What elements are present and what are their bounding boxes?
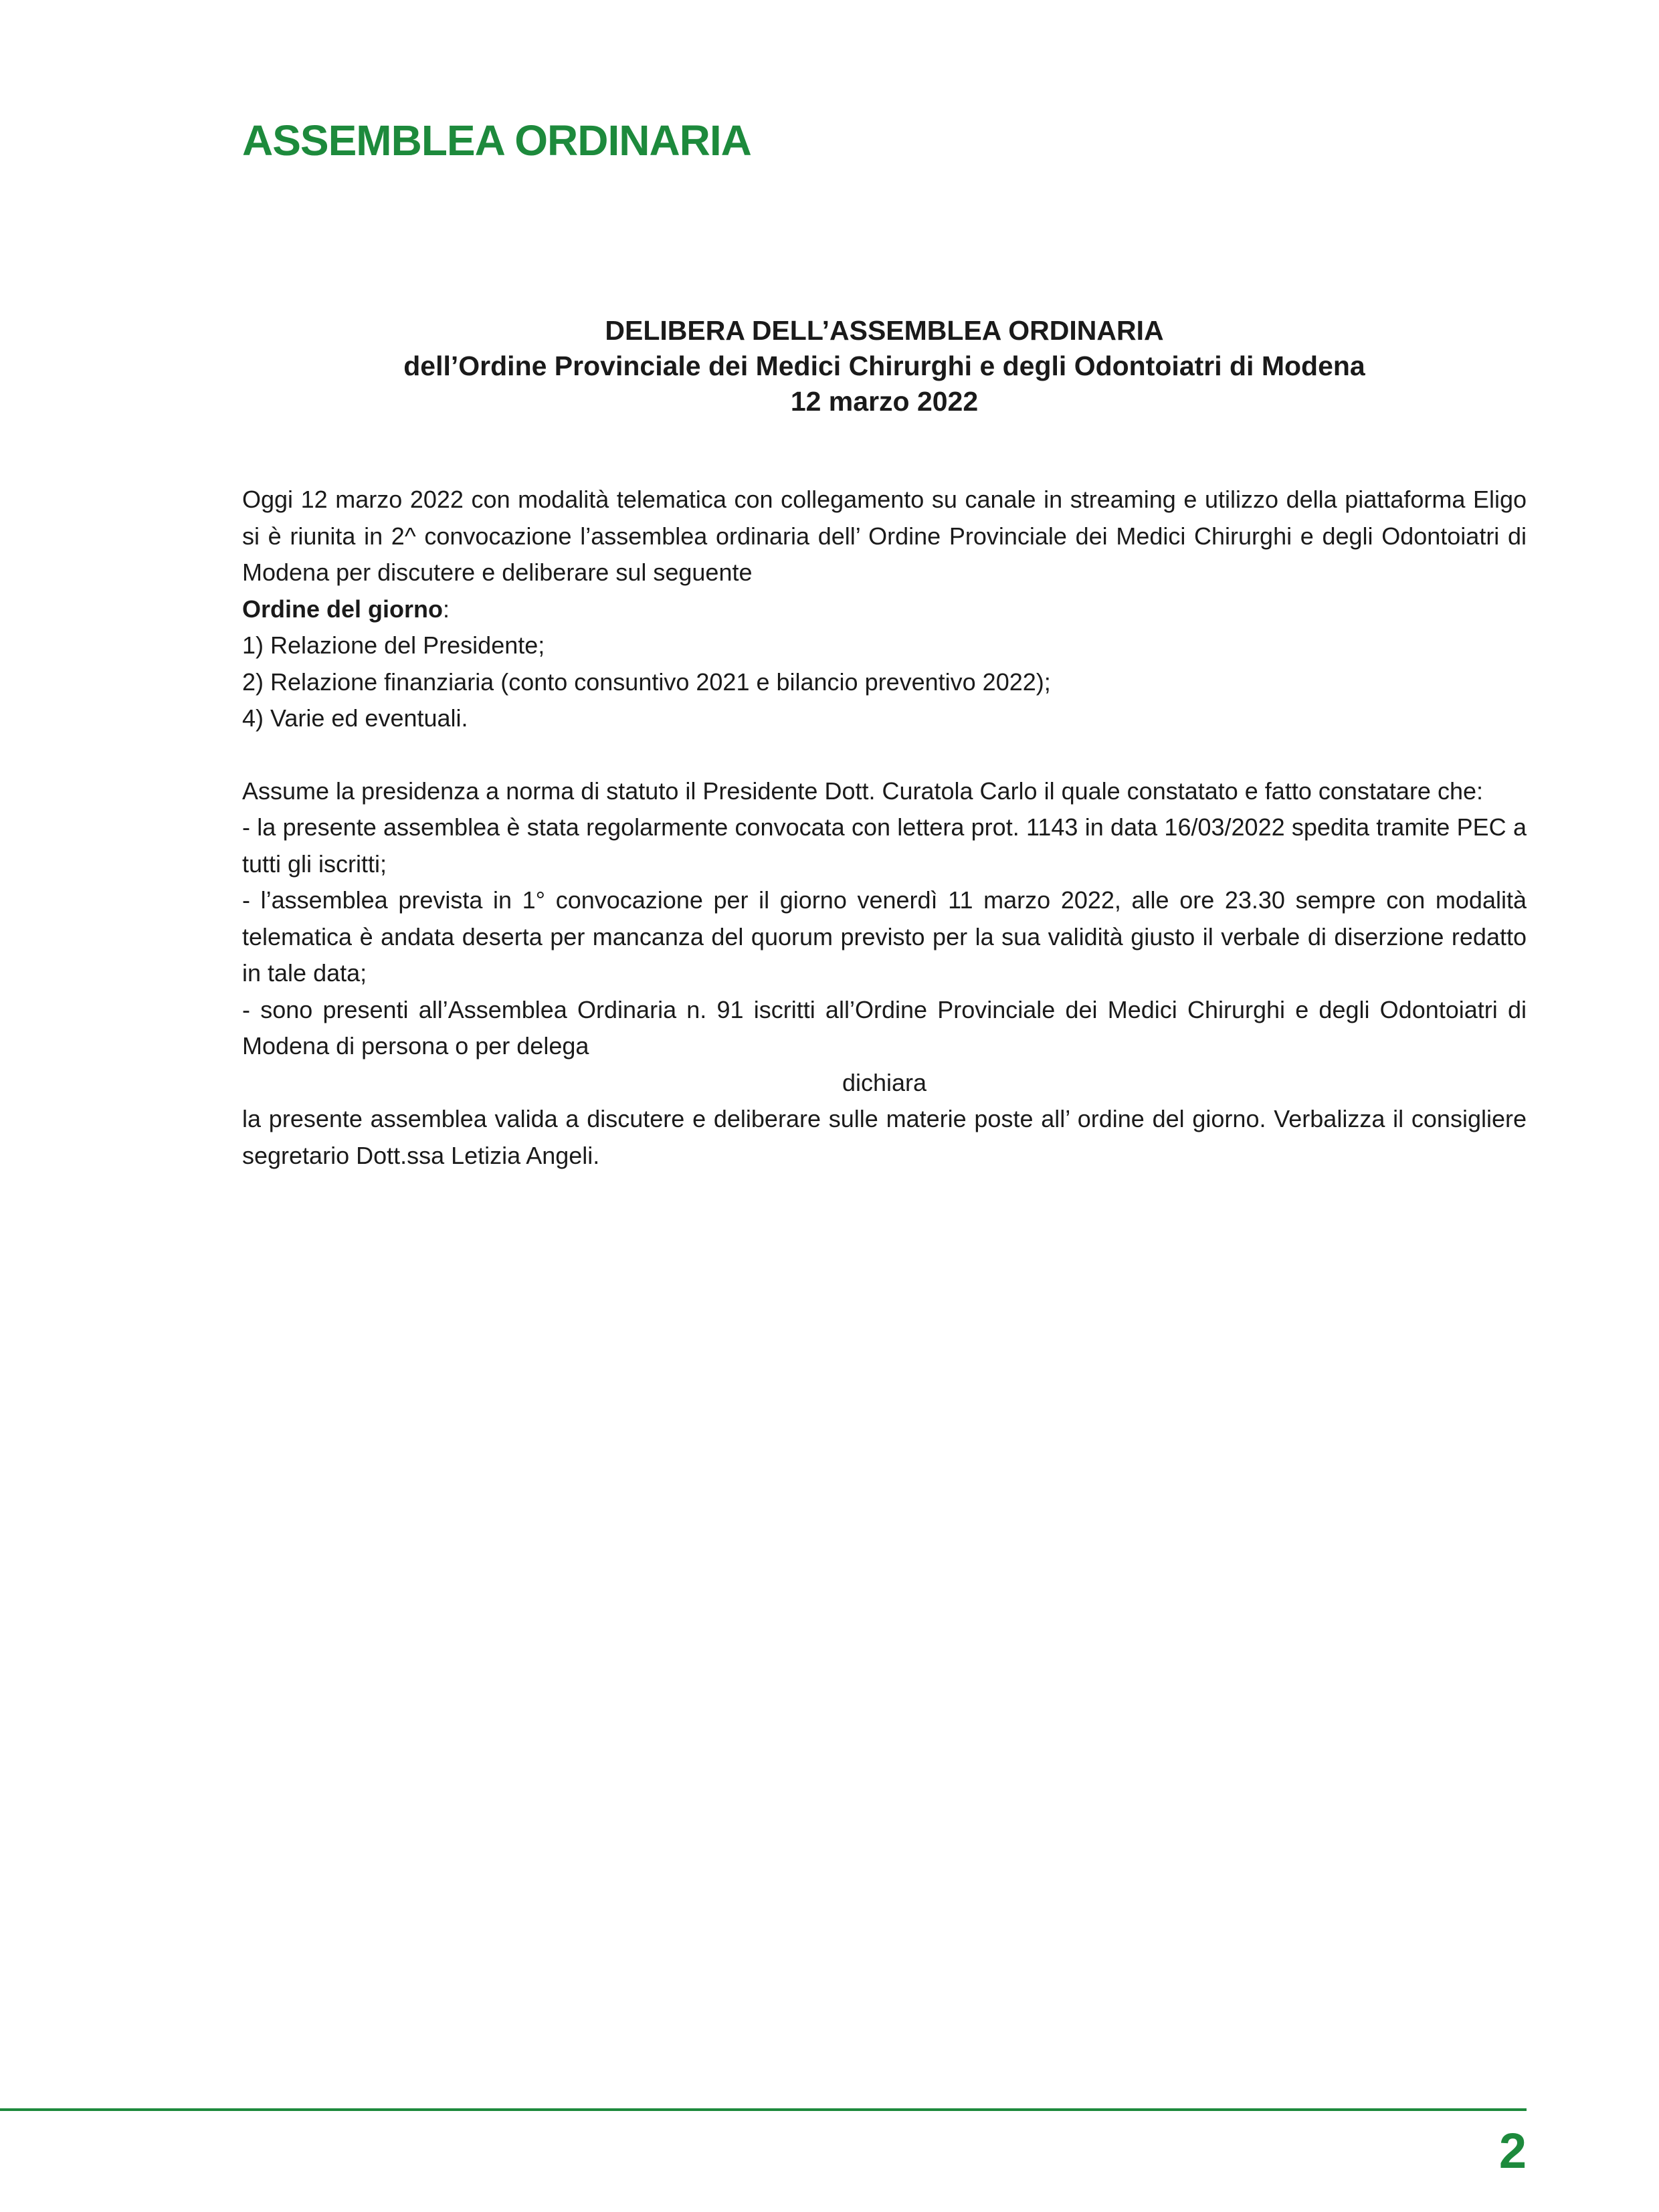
heading-date: 12 marzo 2022 <box>790 386 979 417</box>
agenda-heading <box>242 591 1527 628</box>
footer-divider <box>0 2108 1527 2111</box>
page-number: 2 <box>1498 2123 1527 2179</box>
heading-subtitle: dell’Ordine Provinciale dei Medici Chirurghi e degli Odontoiatri di Modena <box>403 350 1365 381</box>
finding-point: - la presente assemblea è stata regolarmente convocata con lettera prot. 1143 in data 16/03/2022 spedita tramite PEC a tutti gli iscritti; <box>242 813 1527 878</box>
section-title: ASSEMBLEA ORDINARIA <box>242 116 751 165</box>
document-heading <box>242 313 1527 419</box>
declares-word: dichiara <box>842 1068 927 1096</box>
conclusion-paragraph: la presente assemblea valida a discutere e deliberare sulle materie poste all’ ordine del giorno. Verbalizza il consigliere segretario Dott.ssa Letizia Angeli. <box>242 1105 1527 1169</box>
finding-point: - l’assemblea prevista in 1° convocazione per il giorno venerdì 11 marzo 2022, alle ore 23.30 sempre con modalità telematica è andata deserta per mancanza del quorum previsto per la sua validità giusto il verbale di diserzione redatto in tale data; <box>242 886 1527 987</box>
agenda-item: 2) Relazione finanziaria (conto consuntivo 2021 e bilancio preventivo 2022); <box>242 668 1051 696</box>
paragraph-spacer <box>242 737 1527 773</box>
document-body <box>242 482 1527 1174</box>
agenda-label: Ordine del giorno <box>242 595 444 623</box>
agenda-colon: : <box>443 595 450 623</box>
agenda-item: 4) Varie ed eventuali. <box>242 704 468 732</box>
heading-title: DELIBERA DELL’ASSEMBLEA ORDINARIA <box>605 315 1164 346</box>
agenda-item: 1) Relazione del Presidente; <box>242 631 545 659</box>
finding-point: - sono presenti all’Assemblea Ordinaria n. 91 iscritti all’Ordine Provinciale dei Medici Chirurghi e degli Odontoiatri di Modena di persona o per delega <box>242 995 1527 1060</box>
intro-paragraph: Oggi 12 marzo 2022 con modalità telematica con collegamento su canale in streaming e utilizzo della piattaforma Eligo si è riunita in 2^ convocazione l’assemblea ordinaria dell’ Ordine Provinciale dei Medici Chirurghi e degli Odontoiatri di Modena per discutere e deliberare sul seguente <box>242 486 1527 586</box>
presidency-paragraph: Assume la presidenza a norma di statuto il Presidente Dott. Curatola Carlo il quale constatato e fatto constatare che: <box>242 777 1484 805</box>
